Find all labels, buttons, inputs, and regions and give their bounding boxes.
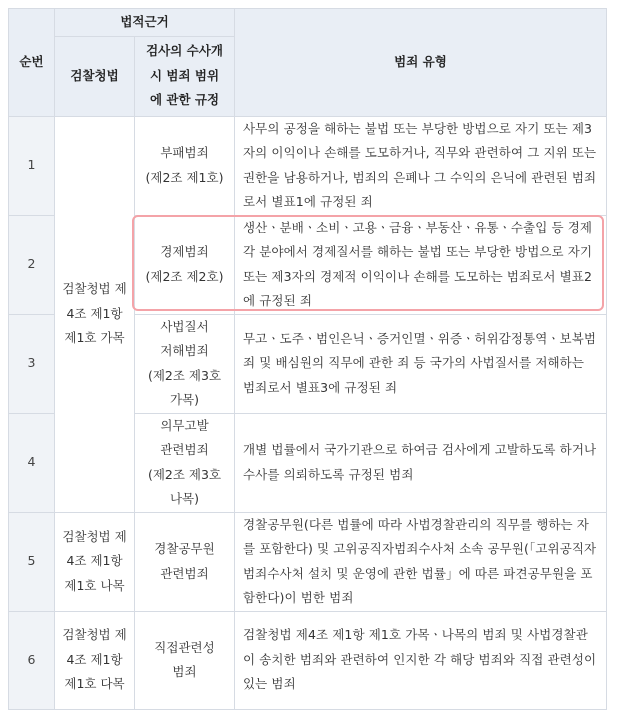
row-description: 생산ㆍ분배ㆍ소비ㆍ고용ㆍ금융ㆍ부동산ㆍ유통ㆍ수출입 등 경제 각 분야에서 경제질서를 해하는 불법 또는 부당한 방법으로 자기 또는 제3자의 경제적 이익이나 손해를 도모하는 범죄로서 별표2에 규정된 죄 xyxy=(235,215,607,314)
row-regulation: 부패범죄 (제2조 제1호) xyxy=(135,116,235,215)
row-number: 1 xyxy=(9,116,55,215)
table-row xyxy=(9,611,607,709)
header-regulation: 검사의 수사개 시 범죄 범위 에 관한 규정 xyxy=(135,36,235,116)
table-row xyxy=(9,116,607,215)
header-seq: 순번 xyxy=(9,9,55,117)
row-regulation: 경제범죄 (제2조 제2호) xyxy=(135,215,235,314)
row-act: 검찰청법 제 4조 제1항 제1호 나목 xyxy=(55,512,135,611)
row-regulation: 의무고발 관련범죄 (제2조 제3호 나목) xyxy=(135,413,235,512)
row-description: 개별 법률에서 국가기관으로 하여금 검사에게 고발하도록 하거나 수사를 의뢰하도록 규정된 범죄 xyxy=(235,413,607,512)
row-regulation: 직접관련성 범죄 xyxy=(135,611,235,709)
row-number: 6 xyxy=(9,611,55,709)
row-description: 검찰청법 제4조 제1항 제1호 가목ㆍ나목의 범죄 및 사법경찰관이 송치한 범죄와 관련하여 인지한 각 해당 범죄와 직접 관련성이 있는 범죄 xyxy=(235,611,607,709)
crime-scope-table xyxy=(8,8,607,710)
row-number: 4 xyxy=(9,413,55,512)
row-number: 5 xyxy=(9,512,55,611)
row-description: 무고ㆍ도주ㆍ범인은닉ㆍ증거인멸ㆍ위증ㆍ허위감정통역ㆍ보복범죄 및 배심원의 직무에 관한 죄 등 국가의 사법질서를 저해하는 범죄로서 별표3에 규정된 죄 xyxy=(235,314,607,413)
header-crime-type: 범죄 유형 xyxy=(235,9,607,117)
table-row xyxy=(9,512,607,611)
row-number: 2 xyxy=(9,215,55,314)
row-regulation: 사법질서 저해범죄 (제2조 제3호 가목) xyxy=(135,314,235,413)
row-act: 검찰청법 제 4조 제1항 제1호 가목 xyxy=(55,116,135,512)
header-act: 검찰청법 xyxy=(55,36,135,116)
header-legal-basis: 법적근거 xyxy=(55,9,235,37)
row-description: 사무의 공정을 해하는 불법 또는 부당한 방법으로 자기 또는 제3자의 이익이나 손해를 도모하거나, 직무와 관련하여 그 지위 또는 권한을 남용하거나, 범죄의 은폐나 그 수익의 은닉에 관련된 범죄로서 별표1에 규정된 죄 xyxy=(235,116,607,215)
row-regulation: 경찰공무원 관련범죄 xyxy=(135,512,235,611)
row-number: 3 xyxy=(9,314,55,413)
row-description: 경찰공무원(다른 법률에 따라 사법경찰관리의 직무를 행하는 자를 포함한다) 및 고위공직자범죄수사처 소속 공무원(「고위공직자범죄수사처 설치 및 운영에 관한 법률」에 따른 파견공무원을 포함한다)이 범한 범죄 xyxy=(235,512,607,611)
row-act: 검찰청법 제 4조 제1항 제1호 다목 xyxy=(55,611,135,709)
